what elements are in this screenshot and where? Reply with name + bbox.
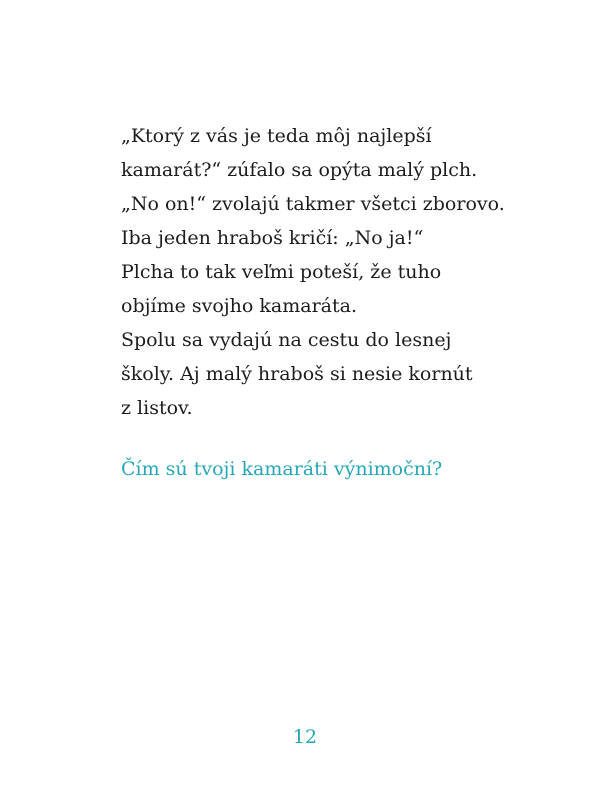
story-line: školy. Aj malý hraboš si nesie kornút — [121, 363, 473, 385]
story-line: „Ktorý z vás je teda môj najlepší — [121, 125, 432, 147]
story-line: z listov. — [121, 397, 193, 419]
reader-question: Čím sú tvoji kamaráti výnimoční? — [121, 458, 443, 480]
story-line: Iba jeden hraboš kričí: „No ja!“ — [121, 227, 424, 249]
story-line: Spolu sa vydajú na cestu do lesnej — [121, 329, 452, 351]
page-number: 12 — [292, 726, 318, 748]
story-line: „No on!“ zvolajú takmer všetci zborovo. — [121, 193, 505, 215]
story-line: Plcha to tak veľmi poteší, že tuho — [121, 261, 442, 283]
story-line: objíme svojho kamaráta. — [121, 295, 357, 317]
story-line: kamarát?“ zúfalo sa opýta malý plch. — [121, 159, 478, 181]
story-text — [121, 119, 581, 425]
